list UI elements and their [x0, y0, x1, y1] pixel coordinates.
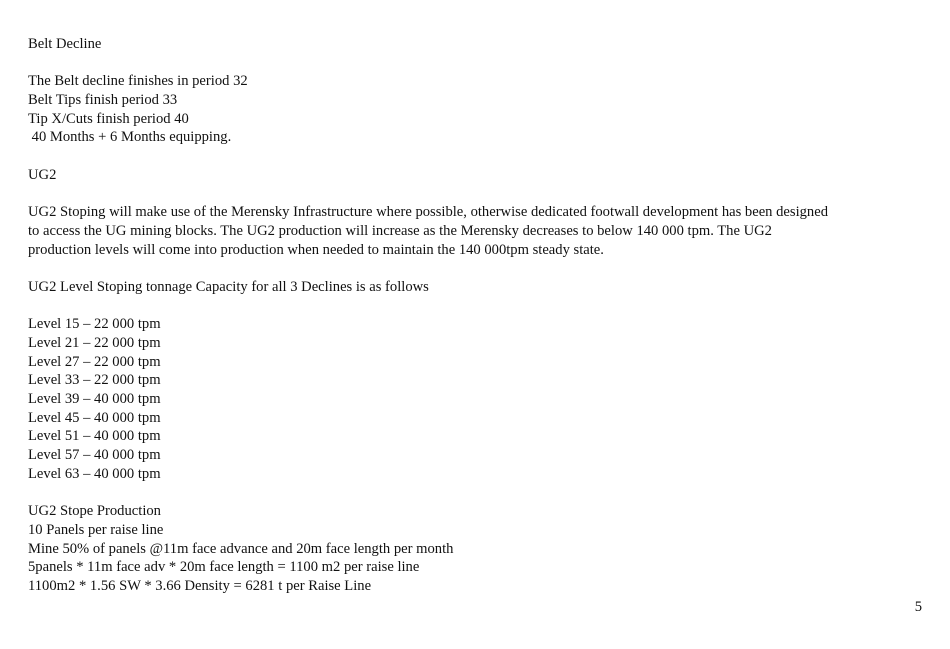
- ug2-heading: UG2: [28, 166, 57, 183]
- capacity-intro: UG2 Level Stoping tonnage Capacity for all 3 Declines is as follows: [28, 278, 429, 295]
- belt-line: The Belt decline finishes in period 32: [28, 73, 248, 90]
- stope-production-line: 5panels * 11m face adv * 20m face length = 1100 m2 per raise line: [28, 559, 420, 576]
- blank-line: [28, 484, 933, 503]
- level-capacity-item: Level 21 – 22 000 tpm: [28, 335, 161, 351]
- stope-production-line: 1100m2 * 1.56 SW * 3.66 Density = 6281 t per Raise Line: [28, 577, 372, 594]
- level-capacity-item: Level 15 – 22 000 tpm: [28, 316, 161, 333]
- belt-line: Tip X/Cuts finish period 40: [28, 110, 189, 127]
- document-page: [28, 35, 933, 596]
- belt-line: 40 Months + 6 Months equipping.: [28, 129, 232, 146]
- ug2-paragraph-line: UG2 Stoping will make use of the Merensky Infrastructure where possible, otherwise dedicated footwall development has been designed: [28, 204, 828, 221]
- page-number: 5: [914, 599, 922, 615]
- level-capacity-item: Level 33 – 22 000 tpm: [28, 372, 161, 389]
- level-capacity-item: Level 39 – 40 000 tpm: [28, 391, 161, 408]
- belt-decline-heading: Belt Decline: [28, 36, 102, 52]
- ug2-paragraph-line: production levels will come into production when needed to maintain the 140 000tpm steady state.: [28, 241, 604, 258]
- belt-line: Belt Tips finish period 33: [28, 92, 178, 109]
- level-capacity-item: Level 57 – 40 000 tpm: [28, 447, 161, 464]
- blank-line: [28, 259, 933, 278]
- stope-production-line: Mine 50% of panels @11m face advance and 20m face length per month: [28, 540, 454, 557]
- blank-line: [28, 185, 933, 204]
- level-capacity-item: Level 63 – 40 000 tpm: [28, 465, 161, 482]
- level-capacity-item: Level 45 – 40 000 tpm: [28, 409, 161, 426]
- ug2-paragraph-line: to access the UG mining blocks. The UG2 production will increase as the Merensky decreases to below 140 000 tpm. The UG2: [28, 222, 772, 239]
- blank-line: [28, 54, 933, 73]
- blank-line: [28, 297, 933, 316]
- level-capacity-item: Level 27 – 22 000 tpm: [28, 353, 161, 370]
- stope-production-line: 10 Panels per raise line: [28, 521, 164, 538]
- level-capacity-item: Level 51 – 40 000 tpm: [28, 428, 161, 445]
- stope-production-heading: UG2 Stope Production: [28, 503, 161, 520]
- blank-line: [28, 147, 933, 166]
